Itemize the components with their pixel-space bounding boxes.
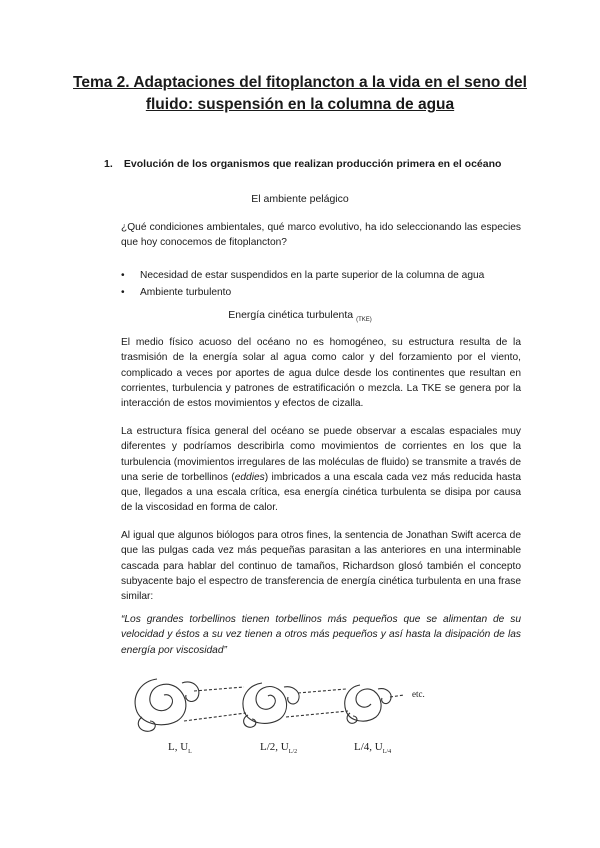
figure-label-1-sub: L (188, 749, 192, 756)
section-heading (104, 158, 501, 170)
eddy-large (345, 685, 381, 721)
document-title: Tema 2. Adaptaciones del fitoplancton a la vida en el seno del fluido: suspensión en la columna de agua (73, 74, 527, 113)
eddy-small (378, 689, 391, 704)
paragraph-swift-richardson: Al igual que algunos biólogos para otros fines, la sentencia de Jonathan Swift acerca de que las pulgas cada vez más pequeñas parasitan a las anteriores en una interminable cascada para hablar del continuo de tamaños, Richardson glosó también el concepto subyacente bajo el espectro de transferencia de energía cinética turbulenta en una frase similar: (121, 530, 521, 603)
figure-label-2-main: L/2, U (260, 741, 289, 753)
term-eddies: eddies (234, 471, 265, 483)
eddy-large (135, 679, 186, 725)
figure-label-1 (168, 741, 192, 755)
transfer-line (286, 711, 348, 717)
transfer-line (390, 695, 404, 697)
paragraph-tke: El medio físico acuoso del océano no es homogéneo, su estructura resulta de la trasmisión de la energía solar al agua como calor y del forzamiento por el viento, complicado a veces por aportes de agua dulce desde los continentes que resultan en corrientes, turbulencia y patrones de estratificación o mezcla. La TKE se genera por la interacción de estos movimientos y efectos de cizalla. (121, 337, 521, 410)
figure-label-3 (354, 741, 391, 755)
paragraph-ocean-structure (121, 424, 521, 516)
figure-label-3-main: L/4, U (354, 741, 383, 753)
bullet-item: • Necesidad de estar suspendidos en la parte superior de la columna de agua (121, 268, 521, 285)
figure-etc-label: etc. (412, 689, 425, 699)
subheading-tke-abbr: (TKE) (356, 317, 372, 324)
subheading-tke-text: Energía cinética turbulenta (228, 309, 354, 321)
richardson-quote: “Los grandes torbellinos tienen torbellinos más pequeños que se alimentan de su velocidad y éstos a su vez tienen a otros más pequeños y así hasta la disipación de las energía por viscosidad” (121, 614, 521, 656)
subheading-tke (100, 309, 500, 323)
bullet-item: • Ambiente turbulento (121, 285, 521, 302)
section-number: 1. (104, 158, 113, 170)
transfer-line (184, 713, 246, 721)
transfer-line (194, 687, 244, 691)
figure-label-1-main: L, U (168, 741, 189, 753)
paragraph-ocean-structure-part1: La estructura física general del océano se puede observar a escalas espaciales muy diferentes y podríamos describirla como movimientos de corrientes en los que la turbulencia (movimientos irregulares de las moléculas de fluido) se transmite a través de una serie de torbellinos ( (121, 426, 521, 483)
figure-label-2-sub: L/2 (288, 749, 298, 756)
section-heading-text: Evolución de los organismos que realizan producción primera en el océano (123, 158, 502, 170)
subheading-pelagic: El ambiente pelágico (251, 193, 349, 205)
eddy-large (243, 683, 287, 723)
eddy-cascade-figure (122, 669, 432, 769)
question-paragraph: ¿Qué condiciones ambientales, qué marco evolutivo, ha ido seleccionando las especies que hoy conocemos de fitoplancton? (121, 222, 521, 249)
bullet-list (121, 268, 521, 301)
transfer-line (298, 689, 346, 693)
paragraph-ocean-structure-part2: ) imbricados a una escala cada vez más reducida hasta que, llegados a una escala crítica, esa energía cinética turbulenta se disipa por causa de la viscosidad en forma de calor. (121, 471, 521, 514)
figure-label-2 (260, 741, 297, 755)
figure-label-3-sub: L/4 (382, 749, 392, 756)
